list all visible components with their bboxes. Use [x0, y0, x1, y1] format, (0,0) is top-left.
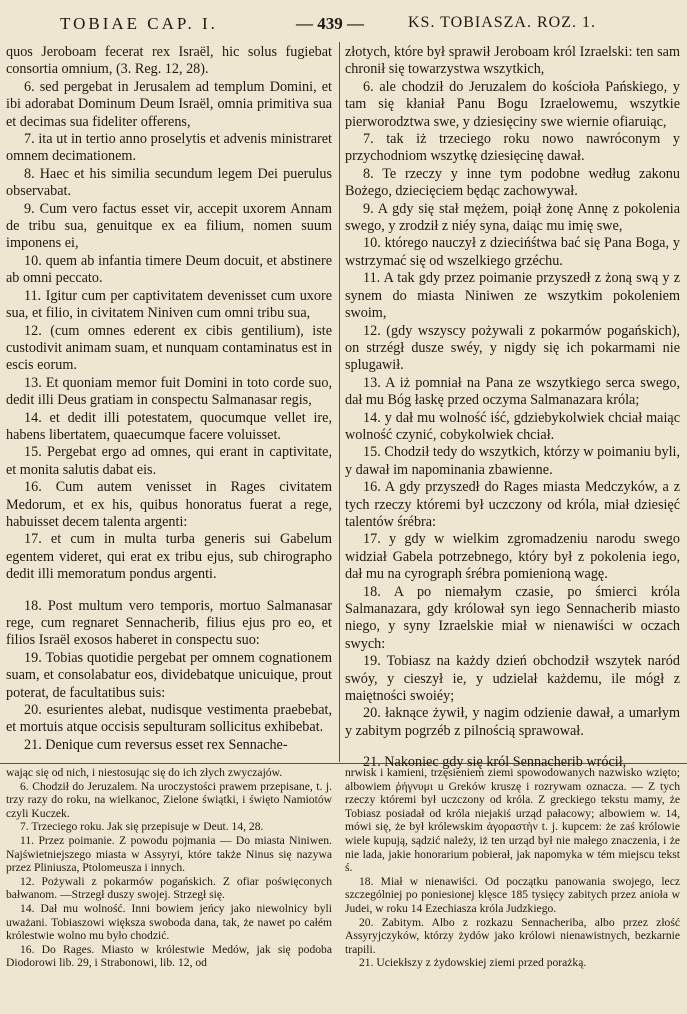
latin-verse: quos Jeroboam fecerat rex Israël, hic solus fugiebat consortia omnium, (3. Reg. 12, 28). — [6, 44, 332, 78]
polish-verse: 20. łaknące żywił, y nagim odzienie dawał, a umarłym y zabitym pogrzéb z pilnością sprawował. — [345, 705, 680, 739]
latin-verse: 18. Post multum vero temporis, mortuo Salmanasar rege, cum regnaret Sennacherib, filius ejus pro eo, et filios Israël exosos haberet in conspectu suo: — [6, 597, 332, 649]
footnote-paragraph: 6. Chodził do Jeruzalem. Na uroczystości prawem przepisane, t. j. trzy razy do roku, na wielkanoc, Zielone świątki, i święto Namiotów czyli Kuczek. — [6, 779, 332, 820]
polish-verse: 13. A iż pomniał na Pana ze wszytkiego serca swego, dał mu Bóg łaskę przed oczyma Salmanazara króla; — [345, 374, 680, 409]
latin-verse: 20. esurientes alebat, nudisque vestimenta praebebat, et mortuis atque occisis sepulturam sollicitus exhibebat. — [6, 702, 332, 736]
latin-verse: 14. et dedit illi potestatem, quocumque vellet ire, habens libertatem, quaecumque facere voluisset. — [6, 409, 332, 443]
polish-verse: 8. Te rzeczy y inne tym podobne według zakonu Bożego, dziecięciem będąc zachowywał. — [345, 165, 680, 200]
latin-verse: 9. Cum vero factus esset vir, accepit uxorem Annam de tribu sua, genuitque ex ea filium, nomen suum imponens ei, — [6, 200, 332, 252]
footnote-paragraph: nrwisk i kamieni, trzęsieniem ziemi spowodowanych nazwisko wzięto; albowiem ῥήγνυμι u Greków kruszę i rozrywam oznacza. — Z tych rzeczy któremi był uczczony od króla. Z greckiego tekstu mamy, że Tobiasz posiadał od króla niejakiś urząd pałacowy; albowiem w. 14, mówi się, że był królewskim ἀγοραστὴν t. j. kupcem: że zaś królowie wiele kupują, sądzić należy, iż ten urząd był nie małego znaczenia, i że nie lada, jakie honorarium pobierał, jak napomyka w tém miejscu tekst ś. — [345, 766, 680, 875]
latin-verse: 10. quem ab infantia timere Deum docuit, et abstinere ab omni peccato. — [6, 252, 332, 287]
polish-verse: 9. A gdy się stał mężem, poiął żonę Annę z pokolenia swego, y zrodził z niéy syna, daiąc mu imię swe, — [345, 200, 680, 235]
latin-verse: 21. Denique cum reversus esset rex Sennache- — [24, 736, 288, 753]
polish-text-column — [345, 44, 680, 772]
footnote-paragraph: wając się od nich, i niestosując się do ich złych zwyczajów. — [6, 766, 283, 779]
footnote-paragraph: 20. Zabitym. Albo z rozkazu Sennacheriba, albo przez złość Assyryjczyków, którzy żydów jako królowi nienawistnych, bezkarnie trapili. — [345, 915, 680, 956]
polish-verse: 18. A po niemałym czasie, po śmierci króla Salmanazara, gdy królował syn iego Sennacherib miasto niego, y syny Izraelskie miał w nienawiści w oczach swych: — [345, 583, 680, 652]
polish-verse: 21. Nakoniec gdy się król Sennacherib wrócił, — [363, 754, 627, 771]
latin-verse: 17. et cum in multa turba generis sui Gabelum egentem videret, qui erat ex tribu ejus, sub chirographo dedit illi memoratum pondus argenti. — [6, 531, 332, 583]
paragraph-gap — [345, 740, 680, 754]
footnote-paragraph: 12. Pożywali z pokarmów pogańskich. Z ofiar poświęconych bałwanom. —Strzegł duszy swojej. Strzegł się. — [6, 874, 332, 902]
header-polish-title: KS. TOBIASZA. ROZ. 1. — [408, 14, 596, 31]
footnote-paragraph: 16. Do Rages. Miasto w królestwie Medów, jak się podoba Diodorowi lib. 29, i Strabonowi, lib. 12, od — [6, 942, 332, 970]
polish-verse: 10. którego nauczył z dziecińśtwa bać się Pana Boga, y wstrzymać się od wszelkiego grzéchu. — [345, 235, 680, 269]
footnote-paragraph: 14. Dał mu wolność. Inni bowiem jeńcy jako niewolnicy byli uważani. Tobiaszowi większa swoboda dana, tak, że nawet po całém królestwie wolno mu było chodzić. — [6, 901, 332, 943]
polish-verse: 16. A gdy przyszedł do Rages miasta Medczyków, a z tych rzeczy któremi był uczczony od króla, miał dziesięć talentów śrébra: — [345, 479, 680, 530]
footnote-paragraph: 7. Trzeciego roku. Jak się przepisuje w Deut. 14, 28. — [20, 820, 264, 834]
polish-verse: 15. Chodził tedy do wszytkich, którzy w poimaniu byli, y dawał im napominania zbawienne. — [345, 444, 680, 478]
page-number: — 439 — — [296, 14, 364, 33]
footnote-paragraph: 11. Przez poimanie. Z powodu pojmania — Do miasta Niniwen. Najświetniejszego miasta w Assyryi, które także Ninus się nazywa przez Pliniusza, Ptolomeusza i innych. — [6, 833, 332, 875]
polish-verse: 7. tak iż trzeciego roku nowo nawróconym y przychodniom wszytkę dziesięcinę dawał. — [345, 131, 680, 165]
latin-verse: 12. (cum omnes ederent ex cibis gentilium), iste custodivit animam suam, et nunquam contaminatus est in escis eorum. — [6, 322, 332, 374]
polish-verse: 14. y dał mu wolność iść, gdziebykolwiek chciał maiąc wolność czynić, cobykolwiek chciał. — [345, 409, 680, 443]
polish-verse: 17. y gdy w wielkim zgromadzeniu narodu swego widział Gabela potrzebnego, który był z pokolenia iego, dał mu na cyrograph śrébra pomienioną wagę. — [345, 531, 680, 583]
latin-verse: 11. Igitur cum per captivitatem devenisset cum uxore sua, et filio, in civitatem Niniven cum omni tribu sua, — [6, 287, 332, 322]
header-latin-title: TOBIAE CAP. I. — [60, 14, 218, 33]
paragraph-gap — [6, 584, 332, 598]
footnotes-left-column — [6, 766, 332, 970]
polish-verse: 12. (gdy wszyscy pożywali z pokarmów pogańskich), on strzégł dusze swéy, y nigdy się ich pokarmami nie splugawił. — [345, 322, 680, 374]
latin-verse: 19. Tobias quotidie pergebat per omnem cognationem suam, et consolabatur eos, dividebatque unicuique, prout poterat, de facultatibus suis: — [6, 649, 332, 701]
latin-verse: 8. Haec et his similia secundum legem Dei puerulus observabat. — [6, 165, 332, 200]
polish-verse: 11. A tak gdy przez poimanie przyszedł z żoną swą y z synem do miasta Niniwen ze wszytkim pokoleniem swoim, — [345, 270, 680, 322]
latin-verse: 15. Pergebat ergo ad omnes, qui erant in captivitate, et monita salutis dabat eis. — [6, 444, 332, 478]
latin-verse: 7. ita ut in tertio anno proselytis et advenis ministraret omnem decimationem. — [6, 131, 332, 165]
latin-verse: 6. sed pergebat in Jerusalem ad templum Domini, et ibi adorabat Dominum Deum Israël, omnia primitiva sua et decimas sua fideliter offerens, — [6, 78, 332, 130]
polish-verse: 19. Tobiasz na każdy dzień obchodził wszytek naród swóy, y cieszył ie, y udzielał każdemu, ile mógł z maiętności swoiéy; — [345, 653, 680, 705]
polish-verse: 6. ale chodził do Jeruzalem do kościoła Pańskiego, y tam się kłaniał Panu Bogu Izraelowemu, wszytkie pierworodztwa swe, y dziesięciny swe wiernie ofiaruiąc, — [345, 78, 680, 130]
polish-verse: złotych, które był sprawił Jeroboam król Izraelski: ten sam chronił się towarzystwa wszytkich, — [345, 44, 680, 78]
running-header — [0, 8, 687, 42]
footnotes-right-column — [345, 766, 680, 970]
column-divider — [339, 42, 340, 762]
latin-verse: 13. Et quoniam memor fuit Domini in toto corde suo, dedit illi Deus gratiam in conspectu Salmanasar regis, — [6, 374, 332, 409]
latin-verse: 16. Cum autem venisset in Rages civitatem Medorum, et ex his, quibus honoratus fuerat a rege, habuisset decem talenta argenti: — [6, 479, 332, 530]
latin-text-column — [6, 44, 332, 754]
footnote-paragraph: 18. Miał w nienawiści. Od początku panowania swojego, lecz szczególniej po poniesionej klęsce 185 tysięcy zabitych przez anioła w Judei, w roku 14 Ezechiasza króla Judzkiego. — [345, 874, 680, 915]
footnote-paragraph: 21. Uciekłszy z żydowskiej ziemi przed porażką. — [359, 956, 587, 970]
